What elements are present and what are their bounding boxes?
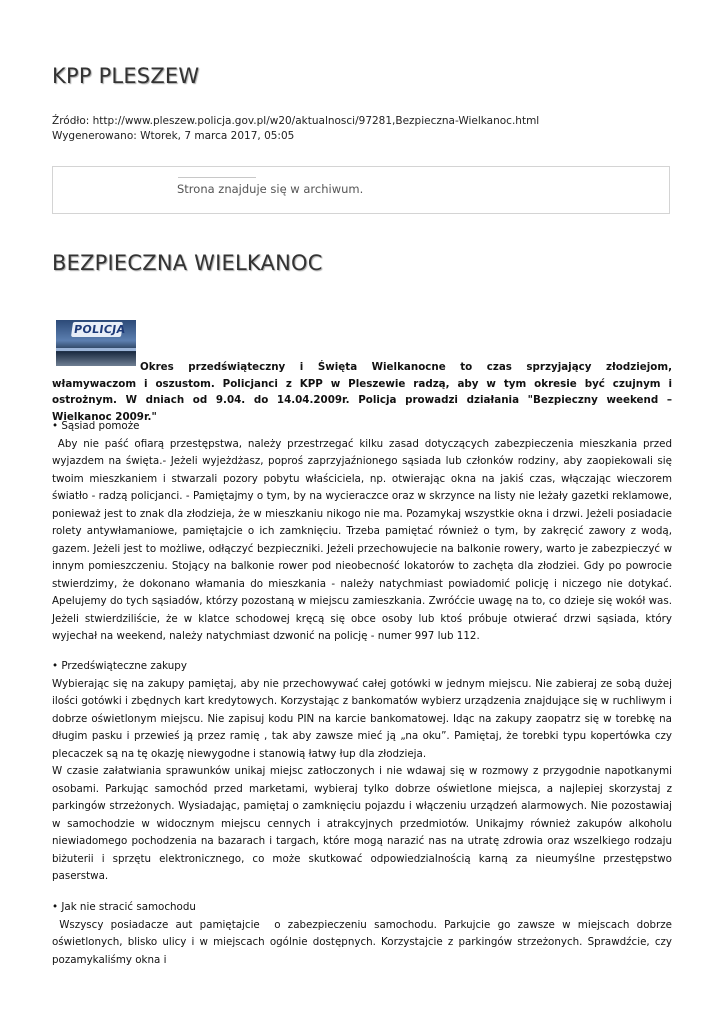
document-meta xyxy=(52,114,539,144)
section-neighbor-heading: • Sąsiad pomoże xyxy=(52,420,140,432)
site-title: KPP PLESZEW xyxy=(52,64,200,88)
police-sign xyxy=(71,322,127,337)
archive-divider xyxy=(178,177,256,178)
section-car-text: Wszyscy posiadacze aut pamiętajcie o zabezpieczeniu samochodu. Parkujcie go zawsze w miejscach dobrze oświetlonych, blisko ulicy i w miejscach ogólnie dostępnych. Korzystajcie z parkingów strzeżonych. Sprawdźcie, czy pozamykaliśmy okna i xyxy=(52,918,676,966)
archive-notice-box xyxy=(52,166,670,214)
section-shopping-heading: • Przedświąteczne zakupy xyxy=(52,660,187,672)
section-neighbor xyxy=(52,418,679,646)
generated-date-line: Wygenerowano: Wtorek, 7 marca 2017, 05:05 xyxy=(52,130,295,142)
article-intro: Okres przedświąteczny i Święta Wielkanocne to czas sprzyjający złodziejom, włamywaczom i oszustom. Policjanci z KPP w Pleszewie radzą, aby w tym okresie być czujnym i ostrożnym. W dniach od 9.04. do 14.04.2009r. Policja prowadzi działania "Bezpieczny weekend – Wielkanoc 2009r." xyxy=(52,361,672,423)
car-stripe xyxy=(56,348,136,351)
archive-notice-text: Strona znajduje się w archiwum. xyxy=(177,182,364,196)
section-shopping-text-1: Wybierając się na zakupy pamiętaj, aby nie przechowywać całej gotówki w jednym miejscu. Nie zabieraj ze sobą dużej ilości gotówki i zbędnych kart kredytowych. Korzystając z bankomatów wybierz urządzenia znajdujące się w ruchliwym i dobrze oświetlonym miejscu. Nie zapisuj kodu PIN na karcie bankomatowej. Idąc na zakupy zaopatrz się w torebkę na długim pasku i przewieś ją przez ramię , tak aby zawsze mieć ją „na oku”. Pamiętaj, że torebki typu kopertówka czy plecaczek są na tę okazję niewygodne i stanowią łatwy łup dla złodzieja. xyxy=(52,677,672,760)
article-title: BEZPIECZNA WIELKANOC xyxy=(52,251,323,275)
section-shopping xyxy=(52,658,672,886)
section-shopping-text-2: W czasie załatwiania sprawunków unikaj miejsc zatłoczonych i nie wdawaj się w rozmowy z przygodnie napotkanymi osobami. Parkując samochód przed marketami, wybieraj tylko dobrze oświetlone miejsca, a najlepiej skorzystaj z parkingów strzeżonych. Wysiadając, pamiętaj o zamknięciu pojazdu i włączeniu urządzeń alarmowych. Nie pozostawiaj w samochodzie w widocznym miejscu cennych i atrakcyjnych przedmiotów. Unikajmy również zakupów alkoholu niewiadomego pochodzenia na bazarach i targach, które mogą narazić nas na utratę zdrowia oraz wszelkiego rodzaju biżuterii i sprzętu elektronicznego, co może skutkować odpowiedzialnością karną za nieumyślne przestępstwo paserstwa. xyxy=(52,765,672,882)
section-car-heading: • Jak nie stracić samochodu xyxy=(52,901,196,913)
section-neighbor-text: Aby nie paść ofiarą przestępstwa, należy przestrzegać kilku zasad dotyczących zabezpieczenia mieszkania przed wyjazdem na święta.- Jeżeli wyjeżdżasz, poproś zaprzyjaźnionego sąsiada lub członków rodziny, aby zaopiekowali się twoim mieszkaniem i stwarzali pozory pobytu właściciela, np. otwierając okna na jakiś czas, włączając wieczorem światło - radzą policjanci. - Pamiętajmy o tym, by na wycieraczce oraz w skrzynce na listy nie leżały gazetki reklamowe, ponieważ jest to znak dla złodzieja, że w mieszkaniu nikogo nie ma. Pozamykaj wszystkie okna i drzwi. Jeżeli posiadacie rolety antywłamaniowe, pamiętajcie o ich zamknięciu. Trzeba pamiętać również o tym, by zakręcić zawory z wodą, gazem. Jeżeli jest to możliwe, odłączyć bezpieczniki. Jeżeli przechowujecie na balkonie rowery, warto je zabezpieczyć w innym pomieszczeniu. Stojący na balkonie rower pod nieobecność lokatorów to zachęta dla złodziei. Gdy po powrocie stwierdzimy, że dokonano włamania do mieszkania - należy natychmiast powiadomić policję i niczego nie dotykać. Apelujemy do tych sąsiadów, którzy pozostaną w miejscu zamieszkania. Zwróćcie uwagę na to, co dzieje się wokół was. Jeżeli stwierdziliście, że w klatce schodowej kręcą się obce osoby lub ktoś próbuje otwierać drzwi sąsiada, który wyjechał na weekend, należy natychmiast dzwonić na policję - numer 997 lub 112. xyxy=(52,437,679,642)
source-url-line: Źródło: http://www.pleszew.policja.gov.pl/w20/aktualnosci/97281,Bezpieczna-Wielkanoc.html xyxy=(52,115,540,127)
section-car xyxy=(52,899,676,969)
police-sign-text: POLICJA xyxy=(73,323,127,336)
